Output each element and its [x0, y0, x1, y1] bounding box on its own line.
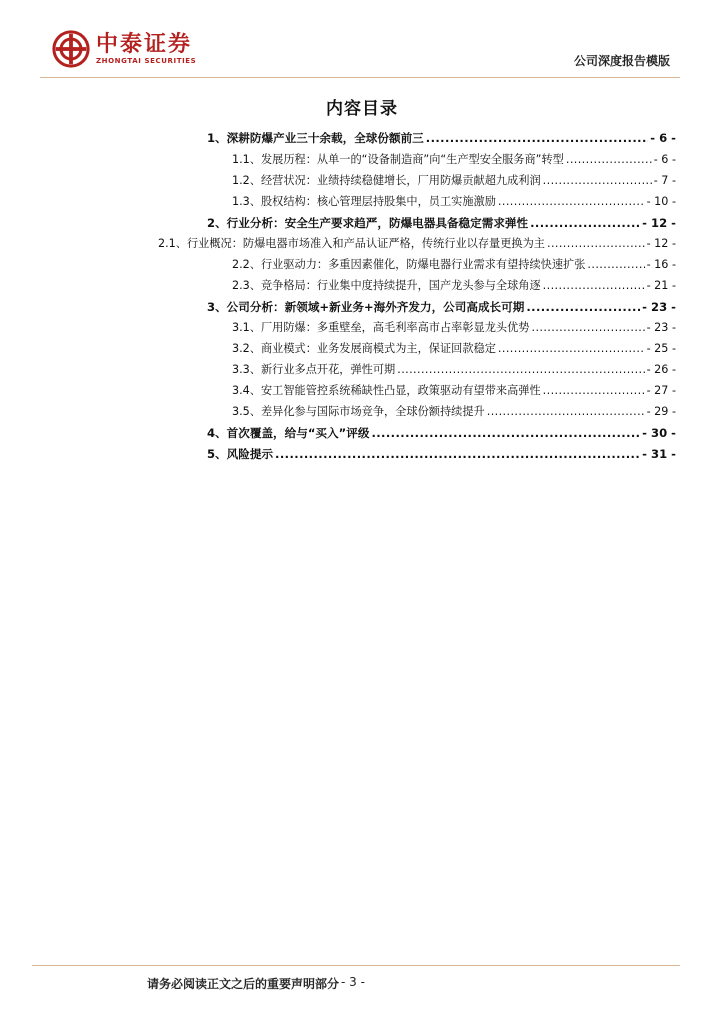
toc-leader-dots [530, 213, 640, 233]
toc-entry[interactable] [207, 423, 676, 443]
toc-entry-title: 3.5、差异化参与国际市场竞争，全球份额持续提升 [232, 405, 485, 418]
toc-leader-dots [487, 402, 645, 422]
toc-entry[interactable] [158, 234, 676, 254]
company-logo [52, 27, 196, 71]
toc-entry-page: - 16 - [646, 258, 676, 271]
toc-entry-title: 2.3、竞争格局：行业集中度持续提升，国产龙头参与全球角逐 [232, 279, 541, 292]
toc-entry-title: 3.2、商业模式：业务发展商模式为主，保证回款稳定 [232, 342, 496, 355]
toc-entry-page: - 6 - [650, 131, 676, 145]
toc-entry-page: - 31 - [642, 447, 676, 461]
toc-entry-page: - 29 - [646, 405, 676, 418]
toc-entry-page: - 23 - [642, 300, 676, 314]
toc-entry-title: 3.1、厂用防爆：多重壁垒，高毛利率高市占率彰显龙头优势 [232, 321, 530, 334]
toc-leader-dots [498, 339, 645, 359]
toc-entry[interactable] [207, 213, 676, 233]
toc-entry-title: 1.3、股权结构：核心管理层持股集中，员工实施激励 [232, 195, 496, 208]
toc-leader-dots [543, 381, 645, 401]
toc-entry-page: - 7 - [653, 174, 676, 187]
logo-chinese-name: 中泰证券 [96, 31, 193, 57]
toc-entry-page: - 6 - [653, 153, 676, 166]
footer [147, 975, 365, 992]
toc-entry-title: 2.1、行业概况：防爆电器市场准入和产品认证严格，传统行业以存量更换为主 [158, 237, 545, 250]
toc-leader-dots [498, 192, 645, 212]
toc-entry[interactable] [207, 297, 676, 317]
toc-leader-dots [543, 171, 652, 191]
toc-entry-title: 1.2、经营状况：业绩持续稳健增长，厂用防爆贡献超九成利润 [232, 174, 541, 187]
toc-leader-dots [526, 297, 640, 317]
toc-entry-page: - 30 - [642, 426, 676, 440]
toc-entry-title: 4、首次覆盖，给与“买入”评级 [207, 426, 370, 440]
toc-entry-title: 2.2、行业驱动力：多重因素催化，防爆电器行业需求有望持续快速扩张 [232, 258, 586, 271]
toc-entry-page: - 10 - [646, 195, 676, 208]
logo-english-name: ZHONGTAI SECURITIES [96, 56, 197, 65]
toc-entry[interactable] [232, 192, 676, 212]
page-number: - 3 - [341, 975, 365, 989]
toc-entry-title: 1、深耕防爆产业三十余载，全球份额前三 [207, 131, 424, 145]
toc-entry[interactable] [232, 402, 676, 422]
toc-leader-dots [397, 360, 644, 380]
toc-entry[interactable] [232, 318, 676, 338]
toc-entry[interactable] [207, 444, 676, 464]
toc-leader-dots [587, 255, 644, 275]
toc-leader-dots [543, 276, 645, 296]
toc-entry-title: 1.1、发展历程：从单一的“设备制造商”向“生产型安全服务商”转型 [232, 153, 564, 166]
toc-entry[interactable] [232, 171, 676, 191]
toc-entry-page: - 23 - [646, 321, 676, 334]
toc-entry-title: 2、行业分析：安全生产要求趋严，防爆电器具备稳定需求弹性 [207, 216, 529, 230]
toc-entry[interactable] [232, 381, 676, 401]
toc-entry[interactable] [232, 276, 676, 296]
toc-leader-dots [371, 423, 640, 443]
toc-entry[interactable] [232, 360, 676, 380]
document-type-label: 公司深度报告模版 [573, 54, 670, 68]
toc-title: 内容目录 [326, 99, 398, 119]
footer-divider [32, 965, 680, 966]
header-divider [40, 77, 680, 78]
toc-entry-page: - 12 - [646, 237, 676, 250]
toc-entry-page: - 25 - [646, 342, 676, 355]
toc-entry-page: - 27 - [646, 384, 676, 397]
toc-entry-title: 3、公司分析：新领域+新业务+海外齐发力，公司高成长可期 [207, 300, 525, 314]
toc-entry-page: - 26 - [646, 363, 676, 376]
toc-entry[interactable] [207, 128, 676, 148]
toc-entry-page: - 21 - [646, 279, 676, 292]
toc-entry[interactable] [232, 150, 676, 170]
toc-leader-dots [547, 234, 645, 254]
toc-entry-title: 3.3、新行业多点开花，弹性可期 [232, 363, 396, 376]
toc-leader-dots [531, 318, 644, 338]
toc-entry[interactable] [232, 255, 676, 275]
toc-entry[interactable] [232, 339, 676, 359]
zhongtai-logo-icon [52, 30, 90, 68]
toc-entry-title: 5、风险提示 [207, 447, 274, 461]
toc-leader-dots [426, 128, 648, 148]
toc-leader-dots [566, 150, 652, 170]
footer-disclaimer: 请务必阅读正文之后的重要声明部分 [147, 977, 340, 991]
toc-entry-title: 3.4、安工智能管控系统稀缺性凸显，政策驱动有望带来高弹性 [232, 384, 541, 397]
toc-entry-page: - 12 - [642, 216, 676, 230]
toc-leader-dots [275, 444, 640, 464]
